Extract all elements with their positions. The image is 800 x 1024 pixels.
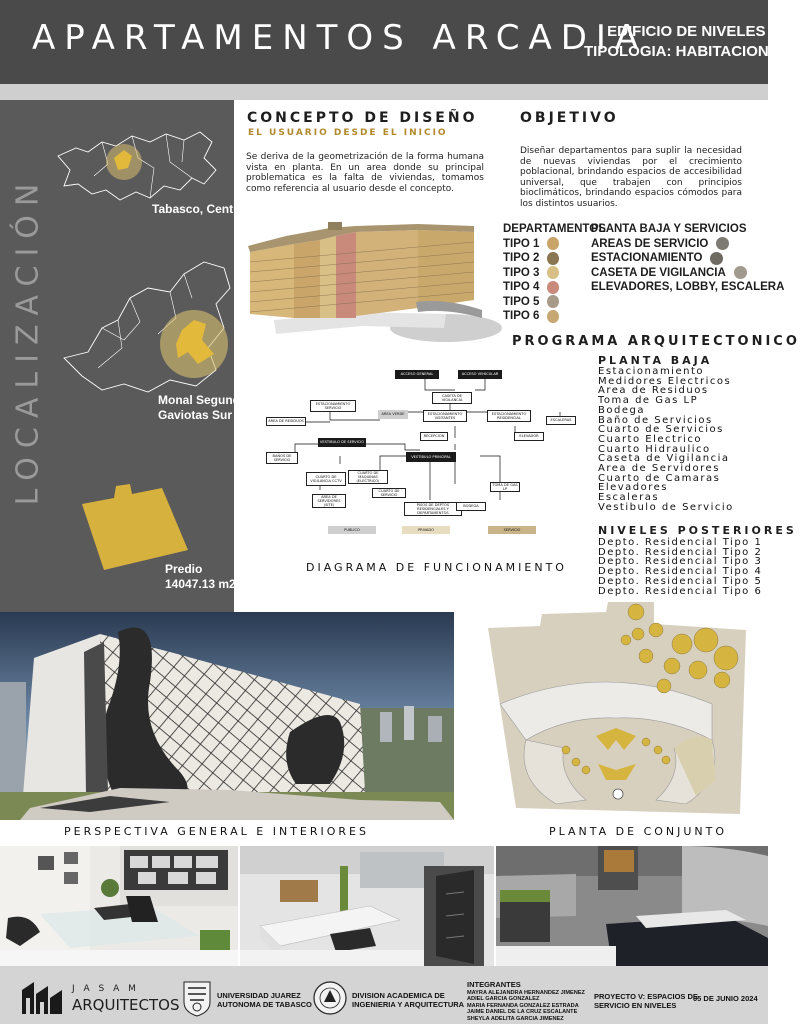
planta-conjunto-caption: PLANTA DE CONJUNTO xyxy=(549,825,728,838)
diagram-node-elevador: ELEVADOR xyxy=(514,432,544,441)
jasam-logo-icon xyxy=(20,980,64,1016)
integrante-name: MARIA FERNANDA GONZALEZ ESTRADA xyxy=(467,1002,579,1009)
diagram-node-cuarto-maquinas: CUARTO DE MAQUINAS (ELECTRICO) xyxy=(348,470,388,484)
map-monal-label-line-2: Gaviotas Sur xyxy=(158,408,233,422)
massing-model xyxy=(246,218,496,342)
legend-tipo-label: TIPO 1 xyxy=(503,237,540,250)
legend-tipo-item xyxy=(503,251,559,266)
proyecto-line-1: PROYECTO V: ESPACIOS DE xyxy=(594,992,698,1001)
diagram-node-servicio: SERVICIO xyxy=(488,526,536,534)
legend-otros-item xyxy=(591,266,753,281)
legend-swatch xyxy=(547,310,559,323)
integrante-name: ADIEL GARCIA GONZALEZ xyxy=(467,996,540,1003)
legend-otros-list xyxy=(591,222,785,295)
legend-swatch xyxy=(547,252,559,265)
diagram-node-cuarto-servicio: CUARTO DE SERVICIO xyxy=(372,488,406,498)
objetivo-title: OBJETIVO xyxy=(520,110,619,126)
legend-tipo-item xyxy=(503,309,559,324)
legend-otros-label: ELEVADORES, LOBBY, ESCALERA xyxy=(591,281,785,293)
localizacion-vertical-title xyxy=(8,170,48,510)
legend-otros-label: CASETA DE VIGILANCIA xyxy=(591,266,726,279)
map-tabasco-label: Tabasco, Centro xyxy=(152,202,246,216)
integrante-name: SHEYLA ADELITA GARCIA JIMENEZ xyxy=(467,1015,564,1022)
programa-item: Cuarto de Camaras xyxy=(598,472,721,484)
page-title: APARTAMENTOS ARCADIA xyxy=(32,18,648,58)
legend-swatch xyxy=(716,237,729,250)
legend-otros-item xyxy=(591,251,753,266)
programa-item: Depto. Residencial Tipo 3 xyxy=(598,556,763,568)
objetivo-text: Diseñar departamentos para suplir la necesidad de nuevas viviendas por el crecimiento poblacional, brindando espacios de accesibilidad universal, que trabajen con principios bioclimáticos, brindando espacios cómodos para los distintos usuarios. xyxy=(520,146,742,209)
diagram-node-escaleras: ESCALERAS xyxy=(546,416,576,425)
legend-swatch xyxy=(547,237,559,250)
site-plan xyxy=(486,600,748,818)
legend-swatch xyxy=(710,252,723,265)
integrante-name: MAYRA ALEJANDRA HERNANDEZ JIMENEZ xyxy=(467,989,585,996)
concepto-subtitle: EL USUARIO DESDE EL INICIO xyxy=(248,128,448,138)
diagram-node-deptos: PISOS DE DEPTOS RESIDENCIALES Y DEPARTAMENTOS xyxy=(404,502,462,516)
programa-item: Bodega xyxy=(598,404,645,416)
legend-tipo-label: TIPO 4 xyxy=(503,281,540,293)
predio-label-line-1: Predio xyxy=(165,562,203,576)
university-line-2: AUTONOMA DE TABASCO xyxy=(217,999,312,1009)
diagram-node-recepcion: RECEPCION xyxy=(420,432,448,441)
map-monal-label xyxy=(158,393,247,423)
integrante-name: JAIME DANIEL DE LA CRUZ ESCALANTE xyxy=(467,1009,578,1016)
university-name xyxy=(217,992,312,1009)
programa-item: Depto. Residencial Tipo 5 xyxy=(598,575,763,587)
programa-item: Area de Residuos xyxy=(598,385,709,397)
interior-living-render xyxy=(240,846,494,966)
header-divider xyxy=(0,84,768,100)
concepto-text: Se deriva de la geometrización de la forma humana vista en planta. En un area donde su principal problematica es la falta de viviendas, tomamos como referencia al usuario desde el concepto. xyxy=(246,152,484,194)
legend-otros-item xyxy=(591,222,753,237)
diagram-node-caseta: CASETA DE VIGILANCIA xyxy=(432,392,472,404)
daia-seal-icon xyxy=(312,980,348,1016)
proyecto-line-2: SERVICIO EN NIVELES xyxy=(594,1000,677,1010)
diagram-node-estacionamiento-servicio: ESTACIONAMIENTO SERVICIO xyxy=(310,400,356,412)
legend-otros-label: AREAS DE SERVICIO xyxy=(591,237,709,250)
diagram-node-acceso-vehicular: ACCESO VEHICULAR xyxy=(458,370,502,379)
niveles-title: NIVELES POSTERIORES xyxy=(598,524,797,537)
legend-departamentos xyxy=(503,222,606,324)
legend-tipo-item xyxy=(503,280,559,295)
diagram-node-area-servidores: AREA DE SERVIDORES (SITE) xyxy=(312,494,346,508)
programa-item: Caseta de Vigilancia xyxy=(598,453,730,465)
programa-item: Escaleras xyxy=(598,492,660,504)
legend-tipo-item xyxy=(503,266,559,281)
programa-item: Depto. Residencial Tipo 1 xyxy=(598,537,763,548)
diagram-node-area-verde: AREA VERDE xyxy=(378,410,408,419)
legend-tipo-label: TIPO 2 xyxy=(503,252,540,264)
date-label: 05 DE JUNIO 2024 xyxy=(693,994,758,1003)
niveles-list xyxy=(598,538,762,596)
proyecto-label xyxy=(594,993,698,1010)
legend-tipo-label: TIPO 3 xyxy=(503,266,540,279)
programa-item: Area de Servidores xyxy=(598,463,720,475)
legend-otros-label: PLANTA BAJA Y SERVICIOS xyxy=(591,223,747,235)
programa-item: Medidores Electricos xyxy=(598,375,732,387)
map-monal xyxy=(58,258,234,398)
map-monal-label-line-1: Monal Segunda xyxy=(158,393,247,407)
integrantes-block xyxy=(467,981,585,1022)
localizacion-title-text: LOCALIZACIÓN xyxy=(10,174,46,506)
division-line-2: INGENIERIA Y ARQUITECTURA xyxy=(352,999,465,1009)
perspective-render xyxy=(0,612,454,820)
legend-tipo-item xyxy=(503,237,559,252)
diagram-node-banos: BAÑOS DE SERVICIO xyxy=(266,452,298,464)
diagram-node-publico: PUBLICO xyxy=(328,526,376,534)
legend-tipo-label: TIPO 6 xyxy=(503,310,540,322)
diagram-node-acceso-general: ACCESO GENERAL xyxy=(395,370,439,379)
programa-item: Depto. Residencial Tipo 2 xyxy=(598,546,763,558)
planta-baja-list xyxy=(598,367,734,513)
planta-baja-title: PLANTA BAJA xyxy=(598,354,713,367)
programa-item: Elevadores xyxy=(598,482,669,494)
legend-otros-label: ESTACIONAMIENTO xyxy=(591,252,703,264)
programa-title: PROGRAMA ARQUITECTONICO xyxy=(512,334,800,349)
header-subtitle xyxy=(584,22,789,62)
subtitle-line-2: TIPOLOGIA: HABITACIONAL xyxy=(584,43,789,60)
integrantes-title: INTEGRANTES xyxy=(467,980,521,989)
legend-swatch xyxy=(734,266,747,279)
integrantes-list xyxy=(467,990,585,1023)
diagram-node-vestibulo-servicio: VESTIBULO DE SERVICIO xyxy=(318,438,366,447)
programa-item: Depto. Residencial Tipo 6 xyxy=(598,585,763,597)
diagram-node-est-visitantes: ESTACIONAMIENTO VISITANTES xyxy=(423,410,467,422)
map-tabasco xyxy=(54,128,220,206)
division-line-1: DIVISION ACADEMICA DE xyxy=(352,991,445,1000)
legend-tipos-list xyxy=(503,237,591,324)
programa-item: Cuarto de Servicios xyxy=(598,424,724,436)
perspectiva-caption: PERSPECTIVA GENERAL E INTERIORES xyxy=(64,825,369,838)
diagram-node-cuarto-vigilancia: CUARTO DE VIGILANCIA CCTV xyxy=(306,472,346,486)
predio-label xyxy=(165,562,236,592)
predio-shape xyxy=(78,480,192,574)
interior-office-render xyxy=(0,846,238,966)
legend-departamentos-title: DEPARTAMENTOS xyxy=(503,223,606,235)
interior-bedroom-render xyxy=(496,846,768,966)
diagram-node-vestibulo-principal: VESTIBULO PRINCIPAL xyxy=(406,452,456,462)
legend-otros-item xyxy=(591,280,785,295)
legend-swatch xyxy=(547,281,559,294)
diagram-caption: DIAGRAMA DE FUNCIONAMIENTO xyxy=(306,561,567,574)
diagram-node-area-residuos: AREA DE RESIDUOS xyxy=(266,417,306,426)
ujat-seal-icon xyxy=(180,978,214,1018)
programa-item: Vestibulo de Servicio xyxy=(598,501,734,513)
programa-item: Estacionamiento xyxy=(598,366,704,377)
jasam-logo-name: ARQUITECTOS xyxy=(72,996,180,1014)
legend-swatch xyxy=(547,266,559,279)
legend-tipo-label: TIPO 5 xyxy=(503,295,540,308)
diagram-node-bodega: BODEGA xyxy=(456,502,486,511)
diagram-node-toma-gas: TOMA DE GAS LP xyxy=(490,482,520,492)
division-name xyxy=(352,992,464,1009)
legend-tipo-item xyxy=(503,295,559,310)
programa-item: Baño de Servicios xyxy=(598,414,713,426)
legend-swatch xyxy=(547,295,559,308)
concepto-title: CONCEPTO DE DISEÑO xyxy=(247,110,478,126)
diagram-node-privado: PRIVADO xyxy=(402,526,450,534)
programa-item: Cuarto Electrico xyxy=(598,433,702,445)
diagram-node-est-residencial: ESTACIONAMIENTO RESIDENCIAL xyxy=(487,410,531,422)
programa-item: Cuarto Hidraulico xyxy=(598,443,711,455)
programa-item: Toma de Gas LP xyxy=(598,395,699,407)
predio-label-line-2: 14047.13 m2 xyxy=(165,577,236,591)
jasam-logo-letters: J A S A M xyxy=(72,984,139,994)
programa-item: Depto. Residencial Tipo 4 xyxy=(598,566,763,578)
subtitle-line-1: EDIFICIO DE NIVELES xyxy=(607,23,766,40)
legend-otros-item xyxy=(591,237,753,252)
university-line-1: UNIVERSIDAD JUAREZ xyxy=(217,991,301,1000)
